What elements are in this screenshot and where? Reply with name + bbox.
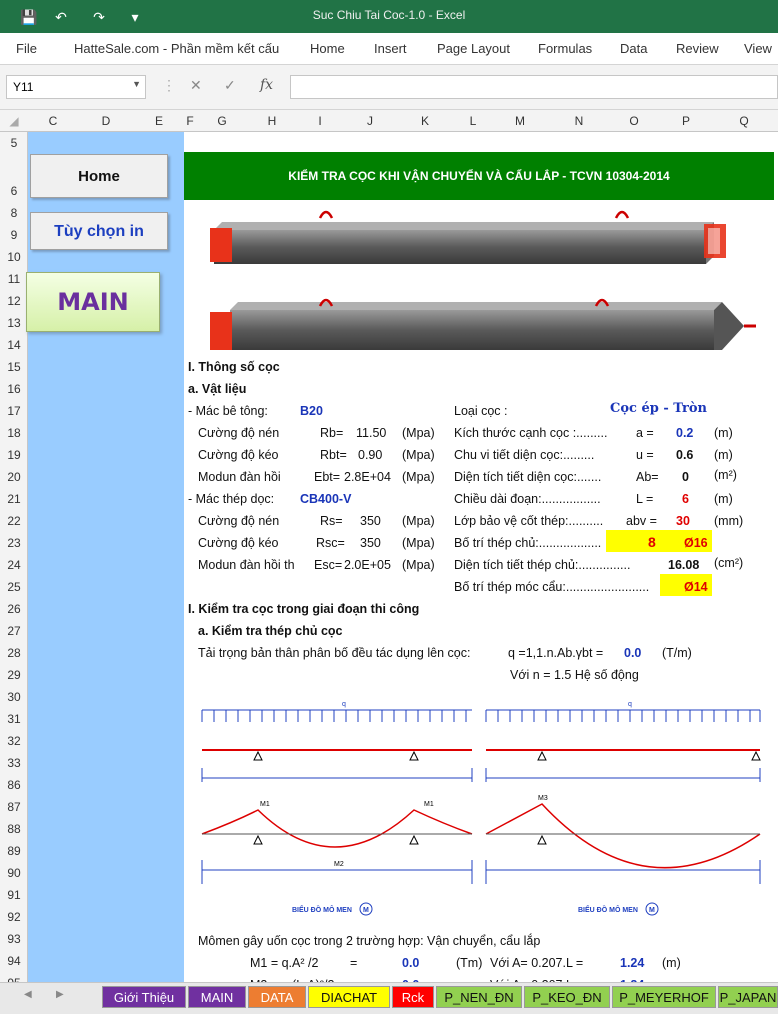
window-title: Suc Chiu Tai Coc-1.0 - Excel — [312, 8, 466, 22]
formula-bar — [0, 65, 778, 110]
scroll-right-icon[interactable]: ▶ — [56, 989, 64, 1000]
formula: M1 = q.A² /2 — [250, 956, 319, 970]
equals: = — [350, 956, 358, 970]
row-header[interactable]: 6 — [10, 184, 18, 198]
tab-rck[interactable]: Rck — [392, 986, 434, 1008]
label: Cường độ nén — [198, 514, 280, 528]
pile-drawing-2 — [210, 300, 756, 350]
value: 11.50 — [356, 426, 387, 440]
pile-drawing-1 — [210, 212, 726, 264]
tab-hattesale[interactable]: HatteSale.com - Phần mềm kết cấu — [74, 41, 280, 56]
value[interactable]: 8 — [648, 534, 656, 550]
label: Modun đàn hồi th — [198, 558, 295, 572]
load-arrows-right — [486, 710, 760, 722]
label: - Mác bê tông: — [188, 404, 268, 418]
row-header[interactable]: 5 — [10, 136, 18, 150]
unit: (Mpa) — [402, 558, 435, 572]
symbol: Rbt= — [320, 448, 347, 462]
label: Chu vi tiết diện cọc:......... — [454, 448, 595, 462]
value[interactable]: Ø14 — [684, 580, 708, 594]
undo-icon[interactable]: ↶ — [55, 9, 67, 25]
tab-p-keo-dn[interactable]: P_KEO_ĐN — [524, 986, 610, 1008]
row-header[interactable]: 18 — [7, 426, 21, 440]
moment-symbol-left: M — [363, 907, 369, 914]
symbol: Rb= — [320, 426, 344, 440]
unit: (T/m) — [662, 646, 692, 660]
label: Loại cọc : — [454, 404, 508, 418]
title-bar — [0, 0, 778, 33]
row-header[interactable]: 89 — [7, 844, 21, 858]
row-header[interactable]: 87 — [7, 800, 21, 814]
value: 0 — [682, 470, 689, 484]
column-headers — [0, 110, 778, 132]
moment-symbol-right: M — [649, 907, 655, 914]
unit: (m) — [714, 426, 733, 440]
q-label-right: q — [628, 701, 632, 708]
tab-data[interactable]: Data — [620, 41, 648, 56]
symbol: u = — [636, 448, 654, 462]
column-header[interactable]: D — [101, 114, 111, 128]
symbol: Ab= — [636, 470, 659, 484]
tab-p-meyerhof[interactable]: P_MEYERHOF — [612, 986, 716, 1008]
more-icon: ⋮ — [162, 77, 176, 93]
column-header[interactable]: E — [154, 114, 163, 128]
unit: (cm²) — [714, 556, 744, 570]
symbol: Rsc= — [316, 536, 345, 550]
unit: (mm) — [714, 514, 744, 528]
symbol: Rs= — [320, 514, 343, 528]
row-header[interactable]: 90 — [7, 866, 21, 880]
label: Bố trí thép móc cẩu:........................ — [454, 580, 650, 594]
row-header[interactable]: 11 — [7, 272, 21, 286]
label: Cường độ kéo — [198, 536, 279, 550]
column-header[interactable]: N — [574, 114, 584, 128]
value: 350 — [360, 536, 381, 550]
row-header[interactable]: 93 — [7, 932, 21, 946]
row-header[interactable]: 10 — [7, 250, 21, 264]
row-header[interactable]: 33 — [7, 756, 21, 770]
unit: (m) — [662, 956, 681, 970]
value: 350 — [360, 514, 381, 528]
sheet-tabs — [0, 982, 778, 1014]
formula-input[interactable] — [290, 75, 778, 99]
unit: (Mpa) — [402, 514, 435, 528]
symbol: a = — [636, 426, 654, 440]
q-label-left: q — [342, 701, 346, 708]
m1-label-right: M1 — [424, 801, 434, 808]
value: 0.0 — [402, 956, 420, 970]
print-options-button[interactable]: Tùy chọn in — [30, 212, 168, 250]
row-header[interactable]: 8 — [10, 206, 18, 220]
label: Kích thước cạnh cọc :......... — [454, 426, 608, 440]
label: Chiều dài đoạn:................. — [454, 492, 601, 506]
label: Bố trí thép chủ:.................. — [454, 536, 602, 550]
unit: (m²) — [714, 468, 737, 482]
ribbon-tabs — [0, 33, 778, 65]
tab-view[interactable]: View — [744, 41, 772, 56]
column-header[interactable]: I — [318, 114, 322, 128]
column-header[interactable]: O — [629, 114, 639, 128]
row-header[interactable]: 14 — [7, 338, 21, 352]
section-subtitle: a. Kiểm tra thép chủ cọc — [198, 624, 343, 638]
unit: (Tm) — [456, 956, 483, 970]
redo-icon[interactable]: ↷ — [93, 9, 105, 25]
row-header[interactable]: 30 — [7, 690, 21, 704]
tab-main[interactable]: MAIN — [188, 986, 246, 1008]
column-header[interactable]: H — [267, 114, 277, 128]
worksheet[interactable] — [28, 132, 778, 982]
label: Modun đàn hồi — [198, 470, 281, 484]
label: Mômen gây uốn cọc trong 2 trường hợp: Vận chuyển, cẩu lắp — [198, 934, 541, 948]
row-header[interactable]: 32 — [7, 734, 21, 748]
tab-diachat[interactable]: DIACHAT — [308, 986, 390, 1008]
tab-home[interactable]: Home — [310, 41, 345, 56]
tab-review[interactable]: Review — [676, 41, 719, 56]
row-header[interactable]: 88 — [7, 822, 21, 836]
unit: (Mpa) — [402, 448, 435, 462]
chevron-down-icon[interactable]: ▼ — [132, 79, 141, 89]
symbol: Ebt= — [314, 470, 341, 484]
enter-icon[interactable]: ✓ — [224, 77, 236, 93]
row-header[interactable]: 94 — [7, 954, 21, 968]
row-header[interactable]: 27 — [7, 624, 21, 638]
value: 0.6 — [676, 448, 694, 462]
row-header[interactable]: 19 — [7, 448, 21, 462]
formula: q =1,1.n.Ab.γbt = — [508, 646, 604, 660]
m1-label-left: M1 — [260, 801, 270, 808]
value: 1.24 — [620, 956, 645, 970]
label: Cường độ kéo — [198, 448, 279, 462]
value: 0.90 — [358, 448, 383, 462]
value[interactable]: Ø16 — [684, 536, 708, 550]
insert-function-icon[interactable]: fx — [260, 77, 274, 93]
row-header[interactable]: 29 — [7, 668, 21, 682]
value[interactable]: 6 — [682, 492, 689, 506]
tab-file[interactable]: File — [16, 41, 37, 56]
pile-type-value[interactable]: Cọc ép - Tròn — [610, 401, 707, 416]
row-header[interactable]: 26 — [7, 602, 21, 616]
row-header[interactable]: 21 — [7, 492, 21, 506]
row-header[interactable]: 25 — [7, 580, 21, 594]
tab-page-layout[interactable]: Page Layout — [437, 41, 511, 56]
row-headers — [0, 132, 28, 982]
label: Diện tích tiết thép chủ:............... — [454, 558, 631, 572]
row-header[interactable]: 15 — [7, 360, 21, 374]
column-header[interactable]: Q — [739, 114, 749, 128]
m2-label: M2 — [334, 861, 344, 868]
value[interactable]: B20 — [300, 404, 323, 418]
label: Với A= 0.207.L = — [490, 956, 584, 970]
sheet-banner: KIỂM TRA CỌC KHI VẬN CHUYỂN VÀ CẨU LẮP - TCVN 10304-2014 — [184, 152, 774, 200]
value: 2.8E+04 — [344, 470, 391, 484]
symbol: L = — [636, 492, 654, 506]
tab-data[interactable]: DATA — [248, 986, 306, 1008]
row-header[interactable]: 12 — [7, 294, 21, 308]
column-header[interactable]: P — [681, 114, 690, 128]
scroll-left-icon[interactable]: ◀ — [24, 989, 32, 1000]
diagram-caption-right: BIỂU ĐỒ MÔ MEN — [578, 907, 638, 914]
value[interactable]: CB400-V — [300, 492, 352, 506]
section-title: I. Kiểm tra cọc trong giai đoạn thi công — [188, 602, 420, 616]
column-header[interactable]: L — [469, 114, 477, 128]
row-header[interactable]: 24 — [7, 558, 21, 572]
column-header[interactable]: J — [367, 114, 373, 128]
row-header[interactable]: 31 — [7, 712, 21, 726]
tab-formulas[interactable]: Formulas — [538, 41, 593, 56]
row-header[interactable]: 91 — [7, 888, 21, 902]
unit: (Mpa) — [402, 470, 435, 484]
calc-sheet — [184, 132, 778, 982]
unit: (m) — [714, 448, 733, 462]
row-header[interactable]: 86 — [7, 778, 21, 792]
column-header[interactable]: M — [515, 114, 525, 128]
value: 2.0E+05 — [344, 558, 391, 572]
row-header[interactable]: 28 — [7, 646, 21, 660]
symbol: Esc= — [314, 558, 343, 572]
label: - Mác thép dọc: — [188, 492, 275, 506]
row-header[interactable]: 16 — [7, 382, 21, 396]
label: Diện tích tiết diện cọc:....... — [454, 470, 602, 484]
value[interactable]: 30 — [676, 514, 690, 528]
symbol: abv = — [626, 514, 657, 528]
row-header[interactable]: 13 — [7, 316, 21, 330]
customize-toolbar-icon[interactable]: ▾ — [131, 9, 139, 25]
column-header[interactable]: F — [186, 114, 194, 128]
save-icon[interactable]: 💾 — [20, 9, 38, 25]
column-header[interactable]: K — [420, 114, 429, 128]
tab-insert[interactable]: Insert — [374, 41, 407, 56]
cancel-icon[interactable]: ✕ — [190, 77, 202, 93]
diagram-caption-left: BIỂU ĐỒ MÔ MEN — [292, 907, 352, 914]
home-button[interactable]: Home — [30, 154, 168, 198]
row-header[interactable]: 20 — [7, 470, 21, 484]
label: Tải trọng bản thân phân bố đều tác dụng lên cọc: — [198, 646, 471, 660]
row-header[interactable]: 22 — [7, 514, 21, 528]
column-header[interactable]: G — [217, 114, 227, 128]
row-header[interactable]: 17 — [7, 404, 21, 418]
name-box[interactable] — [6, 75, 146, 99]
value: 16.08 — [668, 558, 700, 572]
value: 0.0 — [624, 646, 642, 660]
row-header[interactable]: 92 — [7, 910, 21, 924]
tab-p-japan[interactable]: P_JAPAN — [718, 986, 778, 1008]
unit: (m) — [714, 492, 733, 506]
unit: (Mpa) — [402, 536, 435, 550]
unit: (Mpa) — [402, 426, 435, 440]
tab-gioi-thieu[interactable]: Giới Thiệu — [102, 986, 186, 1008]
tab-p-nen-dn[interactable]: P_NEN_ĐN — [436, 986, 522, 1008]
pile-illustration — [184, 202, 774, 362]
value[interactable]: 0.2 — [676, 426, 694, 440]
section-title: I. Thông số cọc — [188, 360, 280, 374]
main-button[interactable]: MAIN — [26, 272, 160, 332]
moment-diagrams — [184, 684, 774, 924]
section-subtitle: a. Vật liệu — [188, 382, 247, 396]
label: Lớp bảo vệ cốt thép:.......... — [454, 514, 604, 528]
row-header[interactable]: 23 — [7, 536, 21, 550]
m3-label: M3 — [538, 795, 548, 802]
label: Cường độ nén — [198, 426, 280, 440]
load-arrows-left — [202, 710, 472, 722]
select-all-corner[interactable]: ◢ — [9, 114, 19, 128]
row-header[interactable]: 9 — [10, 228, 18, 242]
name-box-value: Y11 — [13, 80, 34, 94]
column-header[interactable]: C — [48, 114, 58, 128]
label: Với n = 1.5 Hệ số động — [510, 668, 639, 682]
